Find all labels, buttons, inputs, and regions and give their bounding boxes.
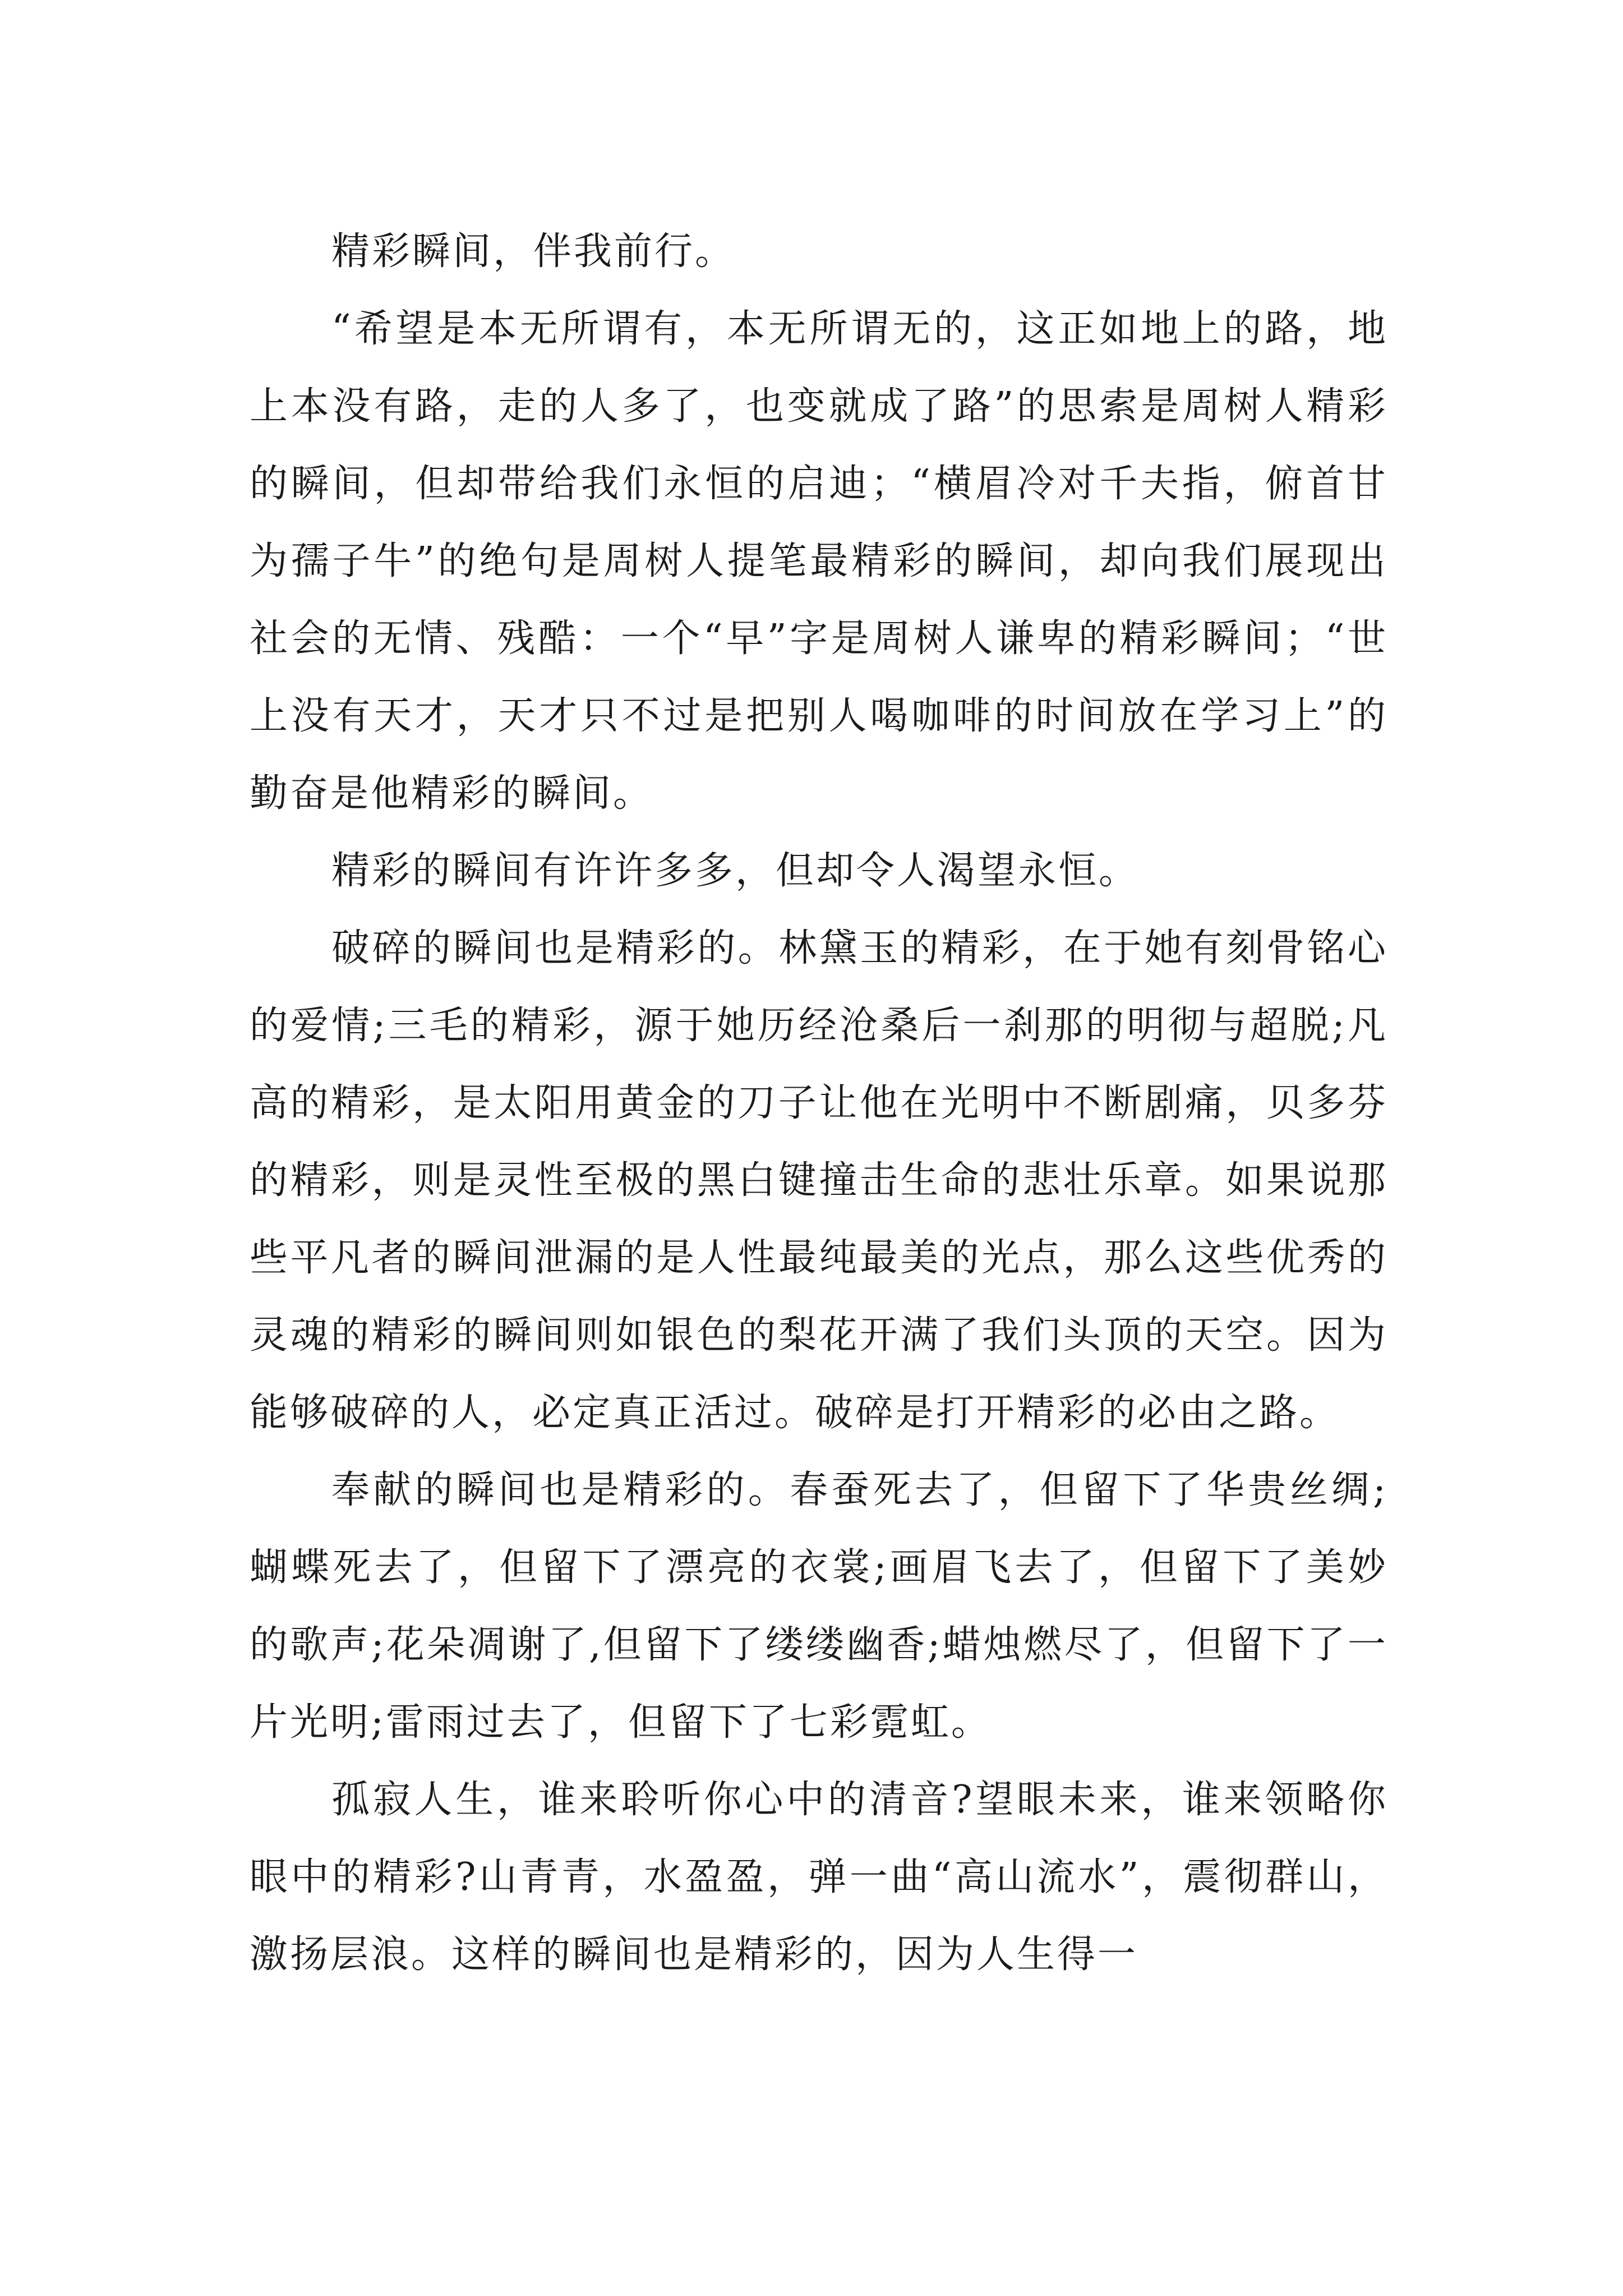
- paragraph-1: 精彩瞬间，伴我前行。: [331, 229, 736, 274]
- paragraph-5: 奉献的瞬间也是精彩的。春蚕死去了，但留下了华贵丝绸;蝴蝶死去了，但留下了漂亮的衣裳;画眉飞去了，但留下了美妙的歌声;花朵凋谢了,但留下了缕缕幽香;蜡烛燃尽了，但留下了一片光明;雷雨过去了，但留下了七彩霓虹。: [250, 1468, 1388, 1745]
- paragraph-6: 孤寂人生，谁来聆听你心中的清音?望眼未来，谁来领略你眼中的精彩?山青青，水盈盈，弹一曲“高山流水”，震彻群山，激扬层浪。这样的瞬间也是精彩的，因为人生得一: [250, 1778, 1388, 1977]
- paragraph-4: 破碎的瞬间也是精彩的。林黛玉的精彩，在于她有刻骨铭心的爱情;三毛的精彩，源于她历经沧桑后一刹那的明彻与超脱;凡高的精彩，是太阳用黄金的刀子让他在光明中不断剧痛，贝多芬的精彩，则是灵性至极的黑白键撞击生命的悲壮乐章。如果说那些平凡者的瞬间泄漏的是人性最纯最美的光点，那么这些优秀的灵魂的精彩的瞬间则如银色的梨花开满了我们头顶的天空。因为能够破碎的人，必定真正活过。破碎是打开精彩的必由之路。: [250, 926, 1388, 1435]
- paragraph-3: 精彩的瞬间有许许多多，但却令人渴望永恒。: [331, 849, 1140, 893]
- paragraph-2: “希望是本无所谓有，本无所谓无的，这正如地上的路，地上本没有路，走的人多了，也变就成了路”的思索是周树人精彩的瞬间，但却带给我们永恒的启迪；“横眉冷对千夫指，俯首甘为孺子牛”的绝句是周树人提笔最精彩的瞬间，却向我们展现出社会的无情、残酷：一个“早”字是周树人谦卑的精彩瞬间；“世上没有天才，天才只不过是把别人喝咖啡的时间放在学习上”的勤奋是他精彩的瞬间。: [250, 307, 1389, 816]
- body-text: [250, 213, 1388, 1994]
